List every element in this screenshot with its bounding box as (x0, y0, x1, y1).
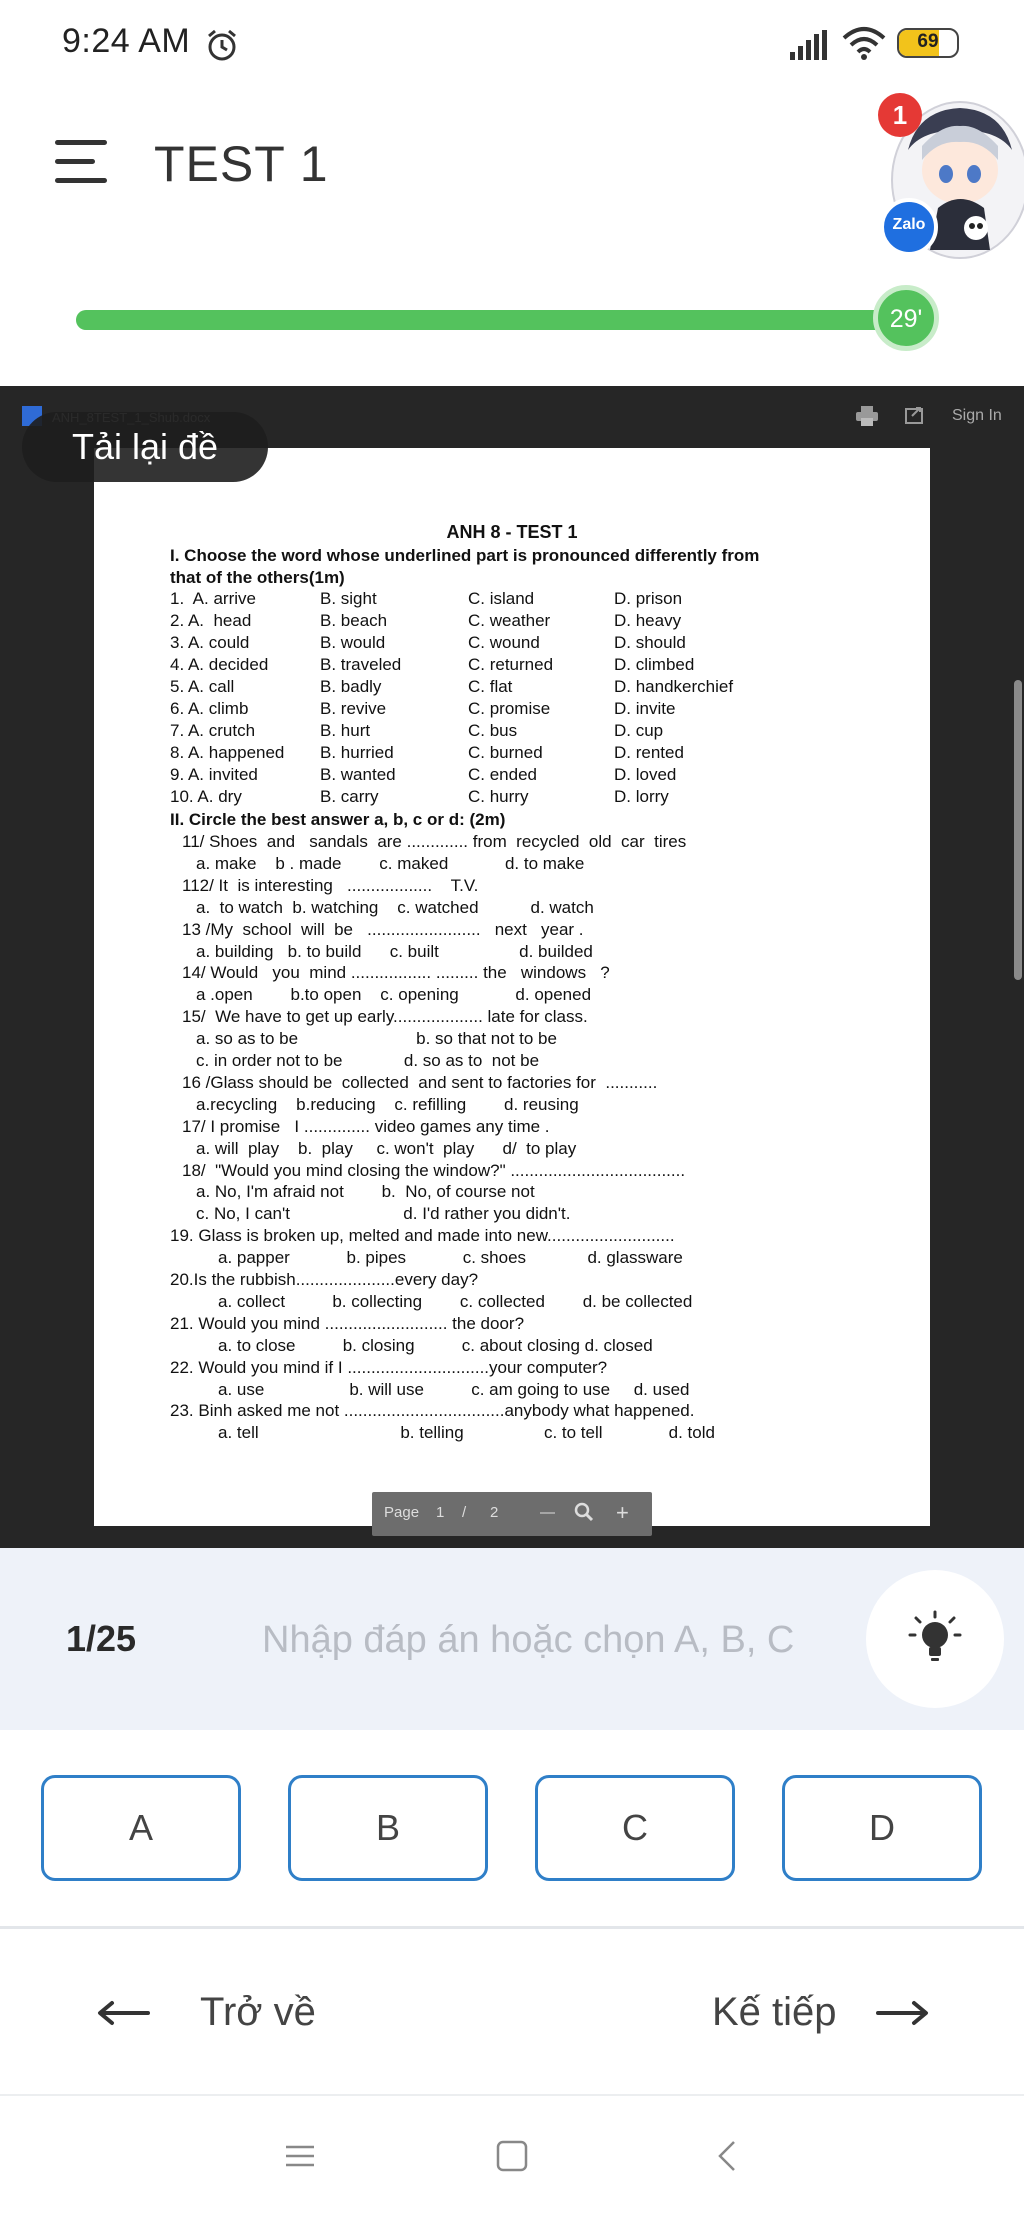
question-text: 18/ "Would you mind closing the window?" ..................................... (182, 1160, 686, 1180)
section2-heading: II. Circle the best answer a, b, c or d: (2m) (170, 810, 506, 829)
option-text: B. beach (320, 611, 388, 630)
option-text: B. carry (320, 787, 379, 806)
option-text: C. burned (468, 743, 543, 762)
option-text: D. cup (614, 721, 664, 740)
page-separator: / (462, 1504, 467, 1521)
page-title: TEST 1 (154, 136, 329, 192)
hint-button[interactable] (866, 1570, 1004, 1708)
zoom-search-icon[interactable] (574, 1502, 594, 1526)
answer-options: a. use b. will use c. am going to use d. used (218, 1379, 690, 1399)
question-text: 23. Binh asked me not ..................................anybody what happened. (170, 1401, 695, 1421)
option-text: D. rented (614, 743, 684, 762)
answer-options: a. to watch b. watching c. watched d. watch (196, 897, 594, 917)
option-text: B. sight (320, 589, 377, 608)
status-time: 9:24 AM (62, 22, 191, 60)
divider (0, 1926, 1024, 1929)
zalo-logo-icon (880, 198, 938, 256)
total-pages: 2 (490, 1504, 499, 1521)
sign-in-link[interactable]: Sign In (952, 407, 1002, 424)
option-text: D. prison (614, 589, 683, 608)
next-label: Kế tiếp (712, 1990, 837, 2034)
current-page[interactable]: 1 (436, 1504, 445, 1521)
option-text: B. wanted (320, 765, 396, 784)
option-text: 1. A. arrive (170, 589, 256, 608)
timer-badge (873, 285, 939, 351)
option-text: B. would (320, 633, 386, 652)
answer-options: a. building b. to build c. built d. builded (196, 941, 593, 961)
answer-options: a.recycling b.reducing c. refilling d. reusing (196, 1094, 579, 1114)
answer-options: a. collect b. collecting c. collected d. be collected (218, 1291, 693, 1311)
option-text: D. invite (614, 699, 676, 718)
choice-a-button[interactable]: A (41, 1775, 241, 1881)
print-icon[interactable] (855, 405, 879, 432)
divider (0, 2094, 1024, 2096)
choice-b-button[interactable]: B (288, 1775, 488, 1881)
hamburger-menu-icon[interactable] (55, 140, 107, 184)
choice-d-button[interactable]: D (782, 1775, 982, 1881)
answer-options: a .open b.to open c. opening d. opened (196, 985, 592, 1005)
choice-c-button[interactable]: C (535, 1775, 735, 1881)
battery-icon (897, 28, 959, 58)
option-text: 2. A. head (170, 611, 252, 630)
option-text: D. loved (614, 765, 677, 784)
option-text: C. returned (468, 655, 554, 674)
option-text: C. flat (468, 677, 513, 696)
alarm-icon (205, 28, 239, 67)
option-text: 5. A. call (170, 677, 235, 696)
reload-test-button[interactable]: Tải lại đề (22, 412, 268, 482)
answer-input[interactable] (262, 1612, 814, 1668)
option-text: 8. A. happened (170, 743, 285, 762)
option-text: 10. A. dry (170, 787, 242, 806)
answer-options: a. to close b. closing c. about closing d. closed (218, 1335, 653, 1355)
progress-bar (76, 310, 888, 330)
option-text: D. lorry (614, 787, 669, 806)
option-text: D. climbed (614, 655, 695, 674)
answer-options: a. tell b. telling c. to tell d. told (218, 1423, 715, 1443)
popout-icon[interactable] (904, 405, 926, 432)
system-back-icon[interactable] (712, 2140, 744, 2177)
option-text: C. wound (468, 633, 540, 652)
section1-heading-cont: that of the others(1m) (170, 568, 345, 587)
answer-options: c. in order not to be d. so as to not be (196, 1051, 540, 1070)
battery-percent: 69 (917, 31, 939, 52)
zoom-in-button[interactable]: + (616, 1500, 629, 1525)
option-text: 4. A. decided (170, 655, 269, 674)
answer-options: a. make b . made c. maked d. to make (196, 853, 585, 873)
option-text: C. hurry (468, 787, 529, 806)
question-text: 13 /My school will be ........................ next year . (182, 919, 584, 939)
option-text: C. island (468, 589, 535, 608)
answer-options: c. No, I can't d. I'd rather you didn't. (196, 1204, 571, 1224)
answer-options: a. will play b. play c. won't play d/ to play (196, 1138, 577, 1158)
option-text: B. hurt (320, 721, 371, 740)
answer-options: a. No, I'm afraid not b. No, of course not (196, 1182, 535, 1202)
question-text: 19. Glass is broken up, melted and made into new........................... (170, 1226, 675, 1246)
question-text: 22. Would you mind if I ..............................your computer? (170, 1357, 608, 1377)
option-text: 9. A. invited (170, 765, 258, 784)
question-text: 20.Is the rubbish.....................every day? (170, 1270, 479, 1289)
system-home-icon[interactable] (496, 2140, 528, 2177)
question-text: 112/ It is interesting .................. T.V. (182, 875, 479, 895)
document-title: ANH 8 - TEST 1 (446, 522, 578, 542)
question-text: 17/ I promise I .............. video games any time . (182, 1116, 550, 1136)
answer-options: a. papper b. pipes c. shoes d. glassware (218, 1248, 683, 1268)
option-text: C. promise (468, 699, 551, 718)
question-text: 14/ Would you mind ................. ......... the windows ? (182, 963, 610, 983)
timer-label: 29' (889, 305, 923, 333)
arrow-left-icon (96, 2000, 150, 2026)
notification-badge: 1 (878, 93, 922, 137)
option-text: B. revive (320, 699, 387, 718)
back-button[interactable] (92, 1980, 332, 2046)
signal-icon (790, 30, 830, 65)
option-text: B. badly (320, 677, 382, 696)
option-text: C. bus (468, 721, 518, 740)
option-text: C. weather (468, 611, 551, 630)
option-text: D. heavy (614, 611, 682, 630)
zalo-label: Zalo (892, 216, 926, 233)
section1-heading: I. Choose the word whose underlined part is pronounced differently from (170, 546, 760, 565)
system-menu-icon[interactable] (284, 2140, 316, 2177)
question-text: 15/ We have to get up early................... late for class. (182, 1007, 588, 1027)
option-text: 7. A. crutch (170, 721, 256, 740)
option-text: D. should (614, 633, 686, 652)
option-text: B. hurried (320, 743, 394, 762)
zoom-out-button[interactable]: — (540, 1504, 555, 1521)
lightbulb-icon (908, 1610, 962, 1668)
question-text: 11/ Shoes and sandals are ............. from recycled old car tires (182, 832, 687, 851)
option-text: C. ended (468, 765, 537, 784)
question-counter: 1/25 (66, 1618, 137, 1659)
option-text: D. handkerchief (614, 677, 734, 696)
question-text: 16 /Glass should be collected and sent to factories for ........... (182, 1072, 658, 1092)
option-text: 6. A. climb (170, 699, 249, 718)
wifi-icon (842, 26, 886, 65)
option-text: B. traveled (320, 655, 402, 674)
page-controls (372, 1492, 652, 1536)
viewer-scrollbar[interactable] (1014, 680, 1022, 980)
progress-fill (76, 310, 888, 330)
next-button[interactable] (700, 1980, 940, 2046)
option-text: 3. A. could (170, 633, 250, 652)
page-label: Page (384, 1504, 420, 1521)
question-text: 21. Would you mind .......................... the door? (170, 1313, 525, 1333)
answer-options: a. so as to be b. so that not to be (196, 1029, 557, 1049)
back-label: Trở về (200, 1990, 316, 2034)
arrow-right-icon (876, 2000, 930, 2026)
